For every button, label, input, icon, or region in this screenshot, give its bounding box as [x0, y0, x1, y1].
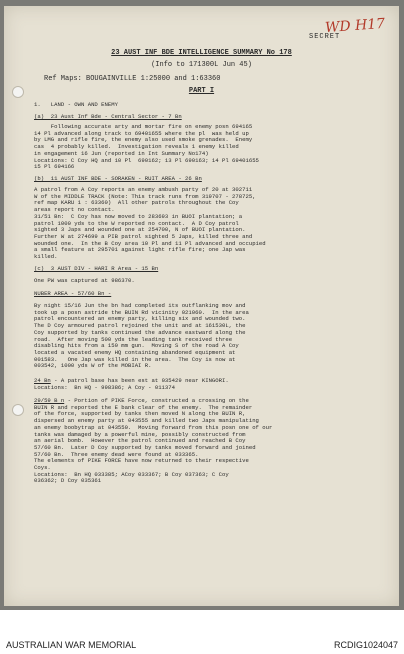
para-b-body: A patrol from A Coy reports an enemy ambush party of 20 at 302711 W of the MIDDLE TRACK (Note: This track runs from 319707 - 278725, ref map KARU 1 : 63360) All other patrols throughout the Coy areas report no contact. 31/51 Bn: C Coy has now moved to 283693 in BUOI plantation; a patrol 1000 yds to the W reported no contact. A D Coy patrol sighted 3 Japs and wounded one at 254700, N of BUOI plantation. Further W at 274699 a PIB patrol sighted 5 Japs, killed three and wounded one. In the B Coy area 10 Pl and 11 Pl advanced and occupied a small feature at 295701 against light rifle fire; one Jap was killed.	[34, 186, 266, 261]
para-a-body: Following accurate arty and mortar fire on enemy posn 694165 14 Pl advanced along track to 69401655 where the pl was held up by LMG and rifle fire, the enemy also used smoke grenades. Enemy cas 4 probably killed. Investigation reveals 1 enemy killed in engagement 16 Jun (reported in Int Summary No174) Locations: C Coy HQ and 10 Pl 690162; 13 Pl 690163; 14 Pl 69401655 15 Pl 694166	[34, 123, 259, 171]
part-heading: PART I	[188, 87, 215, 95]
para-c-body: One PW was captured at 986370.	[34, 277, 135, 284]
archive-name: AUSTRALIAN WAR MEMORIAL	[6, 640, 137, 650]
nuber-heading: NUBER AREA - 57/60 Bn -	[34, 290, 112, 297]
document-page	[4, 6, 399, 606]
bn24-entry	[34, 378, 374, 391]
para-c-heading: (c) 3 AUST DIV - HARI R Area - 15 Bn	[34, 265, 159, 272]
bn2959-entry	[34, 398, 374, 485]
section-heading: 1. LAND - OWN AND ENEMY	[34, 101, 118, 108]
info-line: (Info to 171300L Jun 45)	[151, 61, 252, 69]
handwritten-note: WD H17	[324, 15, 386, 37]
bn2959-body: - Portion of PIKE Force, constructed a crossing on the BUIN R and reported the E bank clear of the enemy. The remainder of the force, supported by tanks then moved N along the BUIN R, dispersed an enemy party at 043555 and killed two Japs manipulating an enemy boobytrap at 043550. Moving forward from this posn one of our tanks was damaged by a powerful mine, possibly constructed from an aerial bomb. However the patrol continued and reached B Coy 57/60 Bn. Later D Coy supported by tanks moved forward and joined 57/60 Bn. Three enemy dead were found at 033365. The elements of PIKE FORCE have now returned to their respective Coys. Locations: Bn HQ 033385; ACoy 033367; B Coy 037363; C Coy 036362; D Coy 035361	[34, 397, 273, 485]
bn24-body: - A patrol base has been est at 035429 near KINGORI. Locations: Bn HQ - 998386; A Coy - 011374	[34, 377, 229, 391]
archive-reference: RCDIG1024047	[333, 640, 398, 650]
bn24-heading: 24 Bn	[34, 377, 51, 384]
ref-maps: Ref Maps: BOUGAINVILLE 1:25000 and 1:63360	[44, 75, 221, 83]
classification-label: SECRET	[309, 33, 341, 41]
nuber-body: By night 15/16 Jun the bn had completed its outflanking mov and took up a posn astride the BUIN Rd vicinity 021060. In the area patrol encountered an enemy party, killing six and wounded two. The D Coy armoured patrol rejoined the unit and at 161530L, the Coy supported by tanks continued the advance eastward along the road. After moving 500 yds the leading tank received three disabling hits from a 150 mm gun. Moving S of the road A Coy located a vacated enemy HQ containing abandoned equipment at 001583. One Jap was killed in the area. The Coy is now at 003542, 1000 yds W of the MOBIAI R.	[34, 302, 249, 370]
document-title: 23 AUST INF BDE INTELLIGENCE SUMMARY No 178	[111, 49, 292, 57]
archive-footer	[0, 612, 404, 654]
punch-hole	[12, 404, 24, 416]
para-b-heading: (b) 11 AUST INF BDE - SORAKEN - RUIT AREA - 26 Bn	[34, 175, 202, 182]
para-a-heading: (a) 23 Aust Inf Bde - Central Sector - 7 Bn	[34, 113, 182, 120]
bn2959-heading: 29/59 B n	[34, 397, 65, 404]
